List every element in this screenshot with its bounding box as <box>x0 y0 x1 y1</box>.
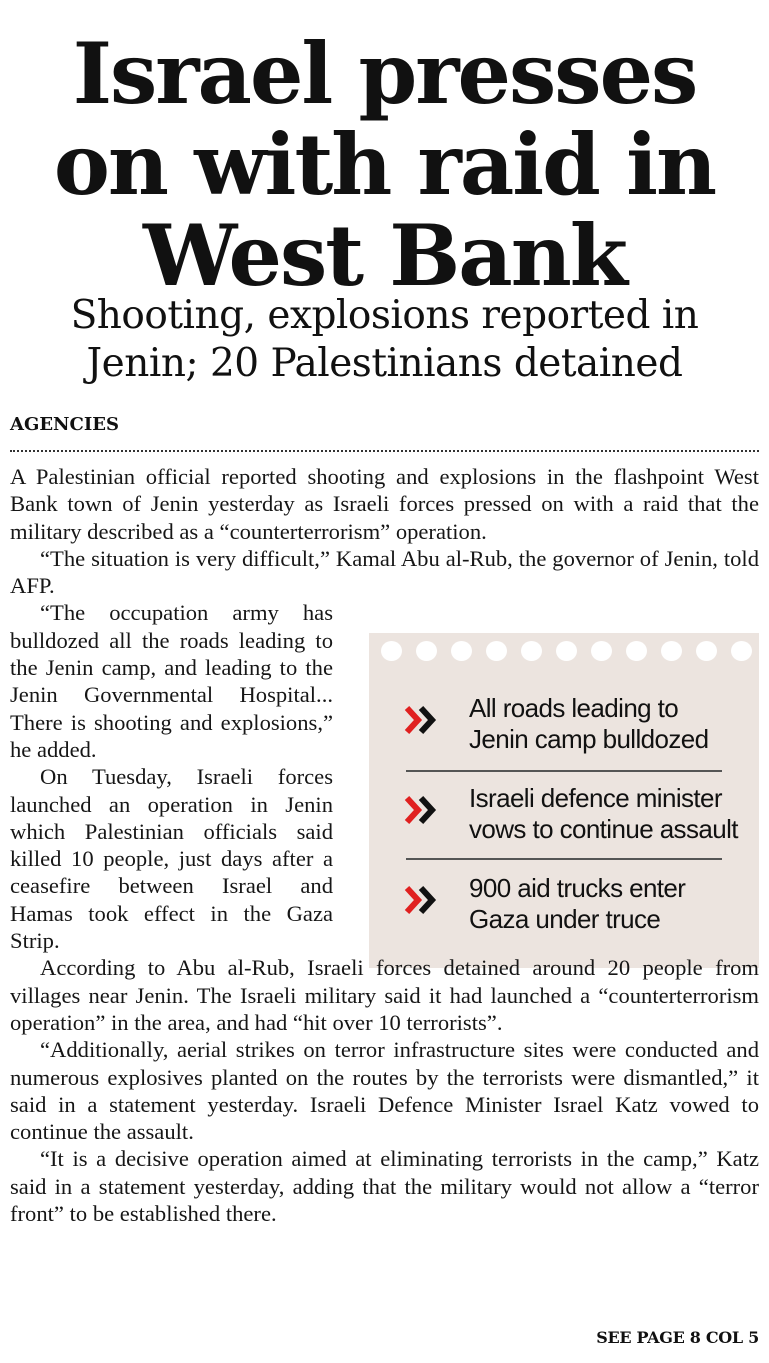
article-paragraph: “The situation is very difficult,” Kamal Abu al-Rub, the governor of Jenin, told AFP. <box>10 545 759 599</box>
headline-line: Israel presses <box>72 24 697 123</box>
dotted-divider <box>10 450 759 452</box>
subheadline-line: Jenin; 20 Palestinians detained <box>86 341 683 386</box>
headline-line: West Bank <box>143 206 626 305</box>
article-paragraph: “It is a decisive operation aimed at eliminating terrorists in the camp,” Katz said in a statement yesterday, adding that the military would not allow a “terror front” to be established there. <box>10 1146 759 1227</box>
article-paragraph: “Additionally, aerial strikes on terror infrastructure sites were conducted and numerous explosives planted on the routes by the terrorists were dismantled,” it said in a statement yesterday. Israeli Defence Minister Israel Katz vowed to continue the assault. <box>10 1037 759 1145</box>
headline <box>0 24 769 305</box>
byline: AGENCIES <box>10 414 119 435</box>
article-body <box>10 463 759 1227</box>
highlight-text: Israeli defence minister vows to continue assault <box>469 783 738 844</box>
highlight-text: All roads leading to Jenin camp bulldozed <box>469 693 709 754</box>
highlight-text: 900 aid trucks enter Gaza under truce <box>469 873 686 934</box>
continuation-note[interactable]: SEE PAGE 8 COL 5 <box>596 1328 759 1347</box>
article-paragraph: “The occupation army has bulldozed all the roads leading to the Jenin camp, and leading to the Jenin Governmental Hospital... There is shooting and explosions,” he added. <box>10 600 333 762</box>
article-paragraph: According to Abu al-Rub, Israeli forces detained around 20 people from villages near Jenin. The Israeli military said it had launched a “counterterrorism operation” in the area, and had “hit over 10 terrorists”. <box>10 955 759 1035</box>
subheadline <box>0 292 769 388</box>
article-paragraph: A Palestinian official reported shooting and explosions in the flashpoint West Bank town of Jenin yesterday as Israeli forces pressed on with a raid that the military described as a “counterterrorism” operation. <box>10 464 759 544</box>
article-paragraph: On Tuesday, Israeli forces launched an operation in Jenin which Palestinian officials said killed 10 people, just days after a ceasefire between Israel and Hamas took effect in the Gaza Strip. <box>10 764 333 954</box>
headline-line: on with raid in <box>53 115 716 214</box>
subheadline-line: Shooting, explosions reported in <box>70 293 699 338</box>
